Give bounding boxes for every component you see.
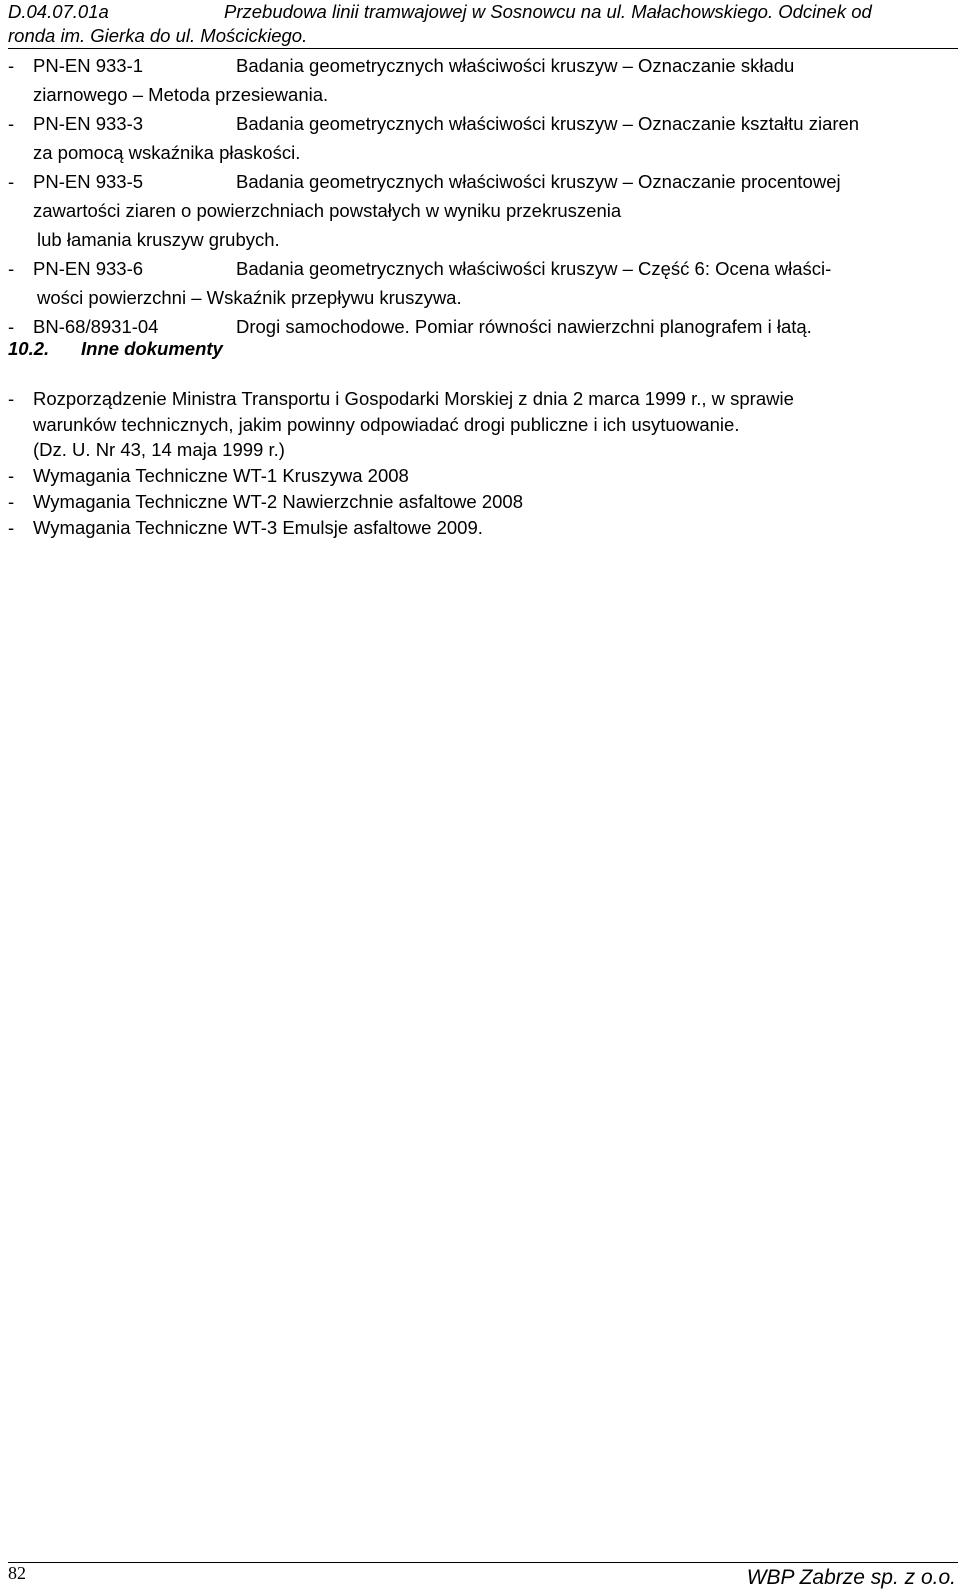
norm-code: PN-EN 933-6 [33, 258, 144, 279]
list-dash: - [8, 316, 15, 337]
norm-code: PN-EN 933-5 [33, 171, 144, 192]
norm-code: PN-EN 933-1 [33, 55, 144, 76]
footer-divider [8, 1562, 958, 1563]
list-dash: - [8, 113, 15, 134]
document-item [8, 515, 956, 541]
section-number: 10.2. [8, 338, 50, 359]
norm-item [8, 109, 956, 167]
document-item [8, 463, 956, 489]
spec-code: D.04.07.01a [8, 1, 109, 22]
page-header [8, 0, 956, 48]
norms-list [8, 51, 956, 341]
document-line: Wymagania Techniczne WT-3 Emulsje asfaltowe 2009. [33, 516, 483, 538]
document-line: Wymagania Techniczne WT-2 Nawierzchnie asfaltowe 2008 [33, 490, 523, 512]
list-dash: - [8, 171, 15, 192]
norm-description: Badania geometrycznych właściwości kruszyw – Oznaczanie kształtu ziaren [236, 113, 860, 134]
norm-description: Badania geometrycznych właściwości kruszyw – Oznaczanie procentowej [236, 171, 841, 192]
project-title-line2: ronda im. Gierka do ul. Mościckiego. [8, 25, 308, 46]
documents-list [8, 386, 956, 540]
list-dash: - [8, 55, 15, 76]
norm-code: BN-68/8931-04 [33, 316, 159, 337]
norm-code: PN-EN 933-3 [33, 113, 144, 134]
document-line: (Dz. U. Nr 43, 14 maja 1999 r.) [33, 439, 285, 461]
norm-item [8, 167, 956, 254]
document-item [8, 489, 956, 515]
norm-item [8, 51, 956, 109]
footer-company: WBP Zabrze sp. z o.o. [746, 1566, 956, 1589]
document-line: Rozporządzenie Ministra Transportu i Gospodarki Morskiej z dnia 2 marca 1999 r., w sprawie [33, 388, 794, 409]
norm-description: Badania geometrycznych właściwości kruszyw – Część 6: Ocena właści- [236, 258, 832, 279]
norm-description: Badania geometrycznych właściwości kruszyw – Oznaczanie składu [236, 55, 795, 76]
document-line: warunków technicznych, jakim powinny odpowiadać drogi publiczne i ich usytuowanie. [33, 413, 740, 435]
document-item [8, 386, 956, 463]
norm-description-cont: ziarnowego – Metoda przesiewania. [33, 84, 329, 105]
norm-description-cont: lub łamania kruszyw grubych. [37, 229, 280, 250]
list-dash: - [8, 465, 15, 487]
page-number: 82 [8, 1563, 26, 1583]
norm-description-cont: wości powierzchni – Wskaźnik przepływu kruszywa. [37, 287, 462, 308]
list-dash: - [8, 490, 15, 512]
norm-item [8, 254, 956, 312]
document-line: Wymagania Techniczne WT-1 Kruszywa 2008 [33, 465, 409, 487]
list-dash: - [8, 388, 15, 409]
norm-description-cont: za pomocą wskaźnika płaskości. [33, 142, 301, 163]
list-dash: - [8, 258, 15, 279]
section-heading [8, 336, 223, 362]
section-title: Inne dokumenty [81, 338, 223, 359]
project-title-line1: Przebudowa linii tramwajowej w Sosnowcu na ul. Małachowskiego. Odcinek od [224, 1, 872, 22]
header-divider [8, 48, 958, 49]
norm-description: Drogi samochodowe. Pomiar równości nawierzchni planografem i łatą. [236, 316, 812, 337]
list-dash: - [8, 516, 15, 538]
norm-description-cont: zawartości ziaren o powierzchniach powstałych w wyniku przekruszenia [33, 200, 622, 221]
